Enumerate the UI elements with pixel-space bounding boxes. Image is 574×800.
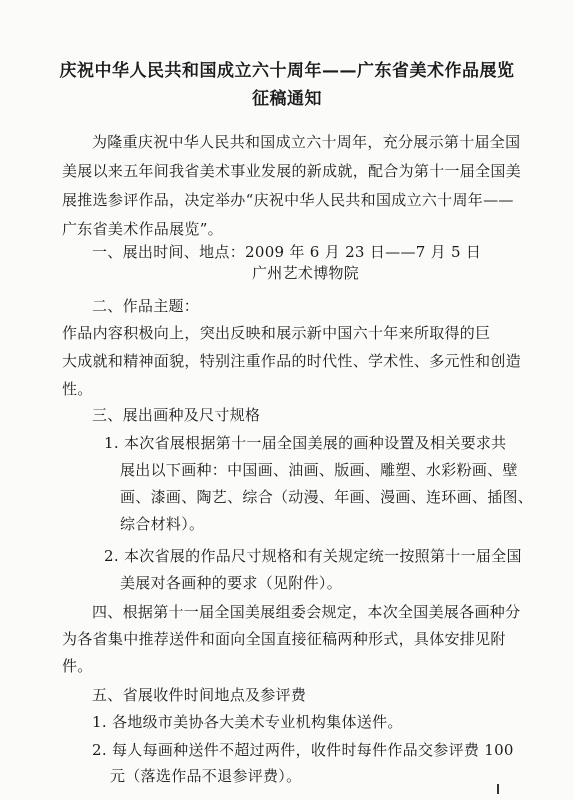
section3-item2-line: 2. 本次省展的作品尺寸规格和有关规定统一按照第十一届全国 <box>104 547 522 565</box>
section4-line: 件。 <box>62 657 93 675</box>
section3-item1-line: 展出以下画种：中国画、油画、版画、雕塑、水彩粉画、壁 <box>120 461 518 479</box>
section5-heading: 五、省展收件时间地点及参评费 <box>92 686 307 704</box>
section2-body-line: 性。 <box>62 380 93 398</box>
section1-heading: 一、展出时间、地点：2009 年 6 月 23 日——7 月 5 日 <box>92 243 482 261</box>
section3-item2-line: 美展对各画种的要求（见附件）。 <box>120 574 343 592</box>
section4-line: 四、根据第十一届全国美展组委会规定，本次全国美展各画种分 <box>92 603 521 621</box>
intro-line: 展推选参评作品，决定举办“庆祝中华人民共和国成立六十周年—— <box>62 191 514 209</box>
section2-body-line: 作品内容积极向上，突出反映和展示新中国六十年来所取得的巨 <box>62 324 491 342</box>
intro-line: 美展以来五年间我省美术事业发展的新成就，配合为第十一届全国美 <box>62 162 522 180</box>
document-title: 庆祝中华人民共和国成立六十周年——广东省美术作品展览 <box>59 61 515 81</box>
section3-heading: 三、展出画种及尺寸规格 <box>92 406 261 424</box>
intro-line: 广东省美术作品展览”。 <box>62 220 223 238</box>
section2-heading: 二、作品主题： <box>92 297 200 315</box>
section2-body-line: 大成就和精神面貌，特别注重作品的时代性、学术性、多元性和创造 <box>62 352 522 370</box>
section4-line: 为各省集中推荐送件和面向全国直接征稿两种形式，具体安排见附 <box>62 630 506 648</box>
section3-item1-line: 画、漆画、陶艺、综合（动漫、年画、漫画、连环画、插图、 <box>120 488 534 506</box>
section3-item1-line: 1. 本次省展根据第十一届全国美展的画种设置及相关要求共 <box>104 434 507 452</box>
intro-line: 为隆重庆祝中华人民共和国成立六十周年，充分展示第十届全国 <box>92 133 521 151</box>
scan-mark <box>497 784 499 794</box>
section3-item1-line: 综合材料）。 <box>120 515 205 533</box>
document-subtitle: 征稿通知 <box>252 89 322 109</box>
section5-item2-line: 元（落选作品不退参评费）。 <box>110 767 302 785</box>
section1-venue: 广州艺术博物院 <box>252 264 360 282</box>
section5-item1: 1. 各地级市美协各大美术专业机构集体送件。 <box>92 713 403 731</box>
section5-item2-line: 2. 每人每画种送件不超过两件，收件时每件作品交参评费 100 <box>92 741 514 759</box>
